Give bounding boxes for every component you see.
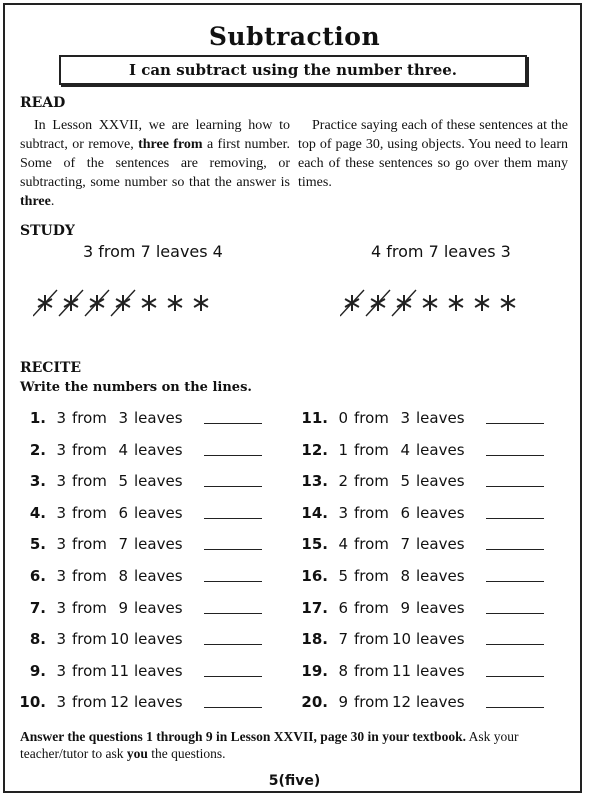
read-left-text — [20, 116, 290, 211]
subtrahend: 3 — [56, 661, 66, 680]
subtrahend: 3 — [56, 567, 66, 585]
subtrahend: 3 — [56, 503, 66, 522]
text-span: Ask your teacher/tutor to ask — [20, 729, 519, 761]
from-word: from — [354, 503, 389, 522]
subtrahend: 3 — [56, 440, 66, 459]
problem-number: 2. — [29, 440, 46, 459]
minuend: 5 — [118, 472, 128, 491]
star-icon — [449, 295, 463, 311]
from-word: from — [354, 409, 389, 427]
minuend: 11 — [392, 661, 412, 680]
crossed-star-icon — [111, 290, 135, 316]
page-title: Subtraction — [208, 22, 381, 51]
from-word: from — [354, 535, 389, 554]
answer-blank[interactable] — [486, 455, 544, 456]
problem-number: 1. — [29, 409, 46, 427]
leaves-word: leaves — [134, 567, 183, 585]
study-left-stars — [33, 288, 253, 318]
answer-blank[interactable] — [204, 676, 262, 677]
answer-blank[interactable] — [204, 486, 262, 487]
problem-number: 4. — [29, 503, 46, 522]
leaves-word: leaves — [416, 630, 465, 649]
text-span: In Lesson XXVII, we are learning how to subtract, or remove, — [20, 118, 290, 152]
leaves-word: leaves — [416, 472, 465, 491]
page-number — [0, 773, 589, 789]
leaves-word: leaves — [416, 535, 465, 554]
recite-instruction: Write the numbers on the lines. — [20, 380, 252, 395]
objective-box: I can subtract using the number three. — [59, 55, 527, 85]
from-word: from — [354, 598, 389, 617]
problem-number: 15. — [301, 535, 328, 554]
minuend: 3 — [118, 409, 128, 427]
answer-blank[interactable] — [486, 581, 544, 582]
minuend: 10 — [110, 630, 130, 649]
minuend: 9 — [400, 598, 410, 617]
answer-blank[interactable] — [204, 518, 262, 519]
from-word: from — [354, 693, 389, 712]
read-left-paragraph — [20, 116, 290, 211]
from-word: from — [72, 409, 107, 427]
problem-number: 14. — [301, 503, 328, 522]
problem-number: 6. — [29, 567, 46, 585]
leaves-word: leaves — [134, 693, 183, 712]
subtrahend: 3 — [56, 693, 66, 712]
leaves-word: leaves — [416, 693, 465, 712]
study-heading: STUDY — [20, 223, 75, 239]
problem-number: 12. — [301, 440, 328, 459]
star-icon — [501, 295, 515, 311]
star-icon — [475, 295, 489, 311]
subtrahend: 5 — [338, 567, 348, 585]
problem-number: 11. — [301, 409, 328, 427]
problem-number: 9. — [29, 661, 46, 680]
answer-note — [20, 728, 575, 762]
leaves-word: leaves — [134, 661, 183, 680]
minuend: 10 — [392, 630, 412, 649]
bold-text: you — [126, 746, 148, 761]
study-right-equation: 4 from 7 leaves 3 — [371, 242, 511, 261]
leaves-word: leaves — [134, 535, 183, 554]
problem-number: 8. — [29, 630, 46, 649]
subtrahend: 2 — [338, 472, 348, 491]
bold-text: three — [20, 194, 51, 209]
subtrahend: 0 — [338, 409, 348, 427]
problem-number: 18. — [301, 630, 328, 649]
page-number-digit: 5 — [268, 773, 279, 789]
from-word: from — [72, 693, 107, 712]
crossed-star-icon — [340, 290, 364, 316]
star-icon — [168, 295, 182, 311]
answer-blank[interactable] — [486, 486, 544, 487]
problem-number: 19. — [301, 661, 328, 680]
read-right-text: Practice saying each of these sentences at the top of page 30, using objects. You need to learn each of these sentences so go over them many times. — [298, 118, 568, 190]
crossed-star-icon — [85, 290, 109, 316]
leaves-word: leaves — [134, 503, 183, 522]
minuend: 8 — [118, 567, 128, 585]
subtrahend: 3 — [56, 535, 66, 554]
leaves-word: leaves — [416, 598, 465, 617]
answer-blank[interactable] — [204, 613, 262, 614]
from-word: from — [354, 567, 389, 585]
from-word: from — [72, 661, 107, 680]
leaves-word: leaves — [416, 440, 465, 459]
subtrahend: 3 — [56, 409, 66, 427]
answer-blank[interactable] — [486, 518, 544, 519]
minuend: 6 — [118, 503, 128, 522]
answer-blank[interactable] — [204, 455, 262, 456]
minuend: 6 — [400, 503, 410, 522]
subtrahend: 4 — [338, 535, 348, 554]
leaves-word: leaves — [134, 630, 183, 649]
answer-blank[interactable] — [204, 423, 262, 424]
subtrahend: 1 — [338, 440, 348, 459]
answer-blank[interactable] — [486, 676, 544, 677]
problem-number: 13. — [301, 472, 328, 491]
answer-blank[interactable] — [486, 707, 544, 708]
answer-blank[interactable] — [204, 581, 262, 582]
leaves-word: leaves — [416, 567, 465, 585]
leaves-word: leaves — [134, 440, 183, 459]
subtrahend: 3 — [56, 472, 66, 491]
subtrahend: 6 — [338, 598, 348, 617]
recite-heading: RECITE — [20, 360, 82, 376]
problem-number: 17. — [301, 598, 328, 617]
problem-number: 5. — [29, 535, 46, 554]
subtrahend: 7 — [338, 630, 348, 649]
read-heading: READ — [20, 95, 66, 111]
study-right-stars — [340, 288, 560, 318]
crossed-star-icon — [33, 290, 57, 316]
from-word: from — [354, 440, 389, 459]
from-word: from — [72, 535, 107, 554]
bold-text: Answer the questions 1 through 9 in Lesson XXVII, page 30 in your textbook. — [20, 729, 466, 744]
leaves-word: leaves — [134, 598, 183, 617]
leaves-word: leaves — [416, 409, 465, 427]
problem-number: 20. — [301, 693, 328, 712]
answer-blank[interactable] — [204, 644, 262, 645]
answer-blank[interactable] — [486, 549, 544, 550]
study-left-equation: 3 from 7 leaves 4 — [83, 242, 223, 261]
minuend: 12 — [392, 693, 412, 712]
leaves-word: leaves — [134, 472, 183, 491]
minuend: 12 — [110, 693, 130, 712]
text-span: . — [50, 194, 55, 209]
subtrahend: 8 — [338, 661, 348, 680]
from-word: from — [354, 472, 389, 491]
from-word: from — [72, 598, 107, 617]
subtrahend: 3 — [338, 503, 348, 522]
problem-number: 3. — [29, 472, 46, 491]
answer-blank[interactable] — [486, 423, 544, 424]
crossed-star-icon — [392, 290, 416, 316]
answer-blank[interactable] — [486, 613, 544, 614]
leaves-word: leaves — [416, 661, 465, 680]
leaves-word: leaves — [416, 503, 465, 522]
minuend: 9 — [118, 598, 128, 617]
bold-text: three from — [138, 137, 203, 152]
minuend: 11 — [110, 661, 130, 680]
star-icon — [142, 295, 156, 311]
minuend: 4 — [118, 440, 128, 459]
from-word: from — [72, 630, 107, 649]
crossed-star-icon — [59, 290, 83, 316]
minuend: 5 — [400, 472, 410, 491]
text-span: a first number. Some of the sentences are removing, or subtracting, some number so that the answer is — [20, 137, 290, 190]
minuend: 7 — [400, 535, 410, 554]
subtrahend: 3 — [56, 598, 66, 617]
from-word: from — [72, 503, 107, 522]
page-number-word: (five) — [278, 773, 321, 789]
left-stars-graphic — [33, 288, 253, 318]
crossed-star-icon — [366, 290, 390, 316]
answer-blank[interactable] — [204, 707, 262, 708]
problem-number: 10. — [19, 693, 46, 712]
problem-number: 16. — [301, 567, 328, 585]
minuend: 4 — [400, 440, 410, 459]
minuend: 8 — [400, 567, 410, 585]
minuend: 3 — [400, 409, 410, 427]
answer-blank[interactable] — [204, 549, 262, 550]
from-word: from — [72, 472, 107, 491]
from-word: from — [72, 440, 107, 459]
read-right-paragraph — [298, 116, 568, 192]
answer-blank[interactable] — [486, 644, 544, 645]
problem-number: 7. — [29, 598, 46, 617]
star-icon — [423, 295, 437, 311]
star-icon — [194, 295, 208, 311]
from-word: from — [354, 630, 389, 649]
leaves-word: leaves — [134, 409, 183, 427]
minuend: 7 — [118, 535, 128, 554]
text-span: the questions. — [147, 746, 226, 761]
subtrahend: 3 — [56, 630, 66, 649]
from-word: from — [354, 661, 389, 680]
from-word: from — [72, 567, 107, 585]
subtrahend: 9 — [338, 693, 348, 712]
right-stars-graphic — [340, 288, 560, 318]
